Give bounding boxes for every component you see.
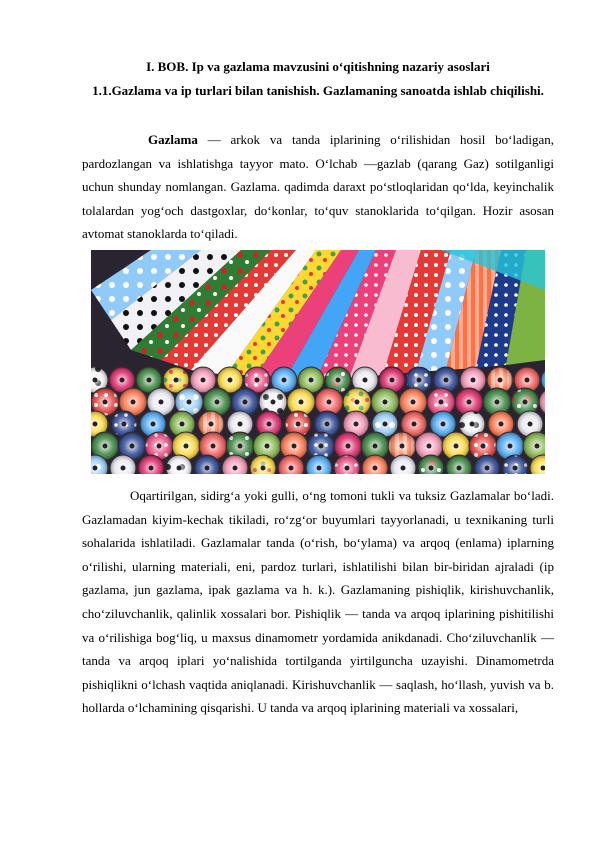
- roll-core: [429, 466, 434, 471]
- roll-core: [412, 422, 417, 427]
- roll-core: [184, 444, 189, 449]
- roll-core: [383, 400, 388, 405]
- roll-end-shade: [539, 388, 545, 416]
- roll-core: [271, 400, 276, 405]
- roll-core: [373, 466, 378, 471]
- roll-core: [354, 422, 359, 427]
- roll-core: [441, 422, 446, 427]
- roll-core: [209, 422, 214, 427]
- roll-core: [467, 400, 472, 405]
- roll-core: [151, 422, 156, 427]
- roll-core: [103, 444, 108, 449]
- roll-core: [296, 422, 301, 427]
- roll-core: [282, 378, 287, 383]
- roll-core: [457, 466, 462, 471]
- roll-core: [525, 378, 530, 383]
- roll-core: [157, 444, 162, 449]
- roll-core: [255, 378, 260, 383]
- roll-core: [383, 422, 388, 427]
- roll-core: [228, 378, 233, 383]
- roll-core: [346, 444, 351, 449]
- roll-core: [103, 400, 108, 405]
- roll-core: [93, 378, 98, 383]
- roll-core: [325, 422, 330, 427]
- roll-core: [495, 400, 500, 405]
- roll-core: [498, 378, 503, 383]
- roll-end-shade: [362, 455, 388, 474]
- roll-core: [345, 466, 350, 471]
- roll-core: [499, 422, 504, 427]
- stacked-roll-ends: [91, 367, 545, 474]
- roll-core: [261, 466, 266, 471]
- roll-core: [289, 466, 294, 471]
- paragraph-properties: Oqartirilgan, sidirg‘a yoki gulli, o‘ng tomoni tukli va tuksiz Gazlamalar bo‘ladi. Gazlamadan kiyim-kechak tikiladi, ro‘zg‘or buyumlari tayyorlanadi, u texnikaning turli sohalarida ishlatiladi. Gazlamalar tanda (o‘rish, bo‘ylama) va arqoq (enlama) iplarning o‘rilishi, ularning materiali, eni, pardoz turlari, ishlatilishi bilan bir-biridan ajraladi (ip gazlama, jun gazlama, ipak gazlama va h. k.). Gazlamaning pishiqlik, kirishuvchanlik, cho‘ziluvchanlik, qalinlik xossalari bor. Pishiqlik — tanda va arqoq iplarining pishitilishi va o‘rilishiga bog‘liq, u maxsus dinamometr yordamida anikdanadi. Cho‘ziluvchanlik — tanda va arqoq iplari yo‘nalishida tortilganda yirtilguncha uzayishi. Dinamometrda pishiqlikni o‘lchash vaqtida aniqlanadi. Kirishuvchanlik — saqlash, ho‘llash, yuvish va b. hollarda o‘lchamining qisqarishi. U tanda va arqoq iplarining materiali va xossalari,: [82, 488, 554, 716]
- roll-core: [363, 378, 368, 383]
- roll-core: [233, 466, 238, 471]
- roll-core: [471, 378, 476, 383]
- fabric-rolls-photo: [91, 250, 545, 474]
- roll-core: [201, 378, 206, 383]
- roll-core: [355, 400, 360, 405]
- roll-core: [211, 444, 216, 449]
- roll-core: [470, 422, 475, 427]
- roll-core: [121, 466, 126, 471]
- paragraph-definition: [82, 128, 554, 246]
- roll-core: [149, 466, 154, 471]
- roll-core: [336, 378, 341, 383]
- roll-core: [327, 400, 332, 405]
- roll-core: [417, 378, 422, 383]
- roll-core: [93, 422, 98, 427]
- roll-core: [205, 466, 210, 471]
- roll-core: [454, 444, 459, 449]
- roll-core: [535, 444, 540, 449]
- roll-core: [373, 444, 378, 449]
- definition-text: — arkok va tanda iplarining o‘rilishidan hosil bo‘ladigan, pardozlangan va ishlatishga tayyor mato. O‘lchab —gazlab (qarang Gaz) sotilganligi uchun shunday nomlangan. Gazlama. qadimda daraxt po‘stloqlaridan qo‘lda, keyinchalik tolalardan yog‘och dastgoxlar, do‘konlar, to‘quv stanoklarida to‘qilgan. Hozir asosan avtomat stanoklarda to‘qiladi.: [82, 132, 554, 242]
- term-gazlama: Gazlama: [148, 132, 198, 147]
- roll-core: [508, 444, 513, 449]
- roll-core: [243, 400, 248, 405]
- roll-core: [187, 400, 192, 405]
- section-title: 1.1.Gazlama va ip turlari bilan tanishish. Gazlamaning sanoatda ishlab chiqilishi.: [92, 83, 544, 98]
- roll-core: [267, 422, 272, 427]
- roll-core: [177, 466, 182, 471]
- chapter-title: I. BOB. Ip va gazlama mavzusini o‘qitishning nazariy asoslari: [146, 59, 490, 74]
- roll-core: [147, 378, 152, 383]
- roll-core: [215, 400, 220, 405]
- roll-core: [180, 422, 185, 427]
- roll-core: [130, 444, 135, 449]
- roll-core: [401, 466, 406, 471]
- roll-core: [411, 400, 416, 405]
- roll-core: [120, 378, 125, 383]
- roll-core: [131, 400, 136, 405]
- roll-core: [485, 466, 490, 471]
- roll-core: [523, 400, 528, 405]
- roll-core: [292, 444, 297, 449]
- fabric-rolls-illustration: [91, 250, 545, 474]
- roll-core: [528, 422, 533, 427]
- roll-core: [238, 444, 243, 449]
- roll-core: [513, 466, 518, 471]
- roll-core: [439, 400, 444, 405]
- roll-core: [159, 400, 164, 405]
- diagonal-rolls: [91, 250, 545, 380]
- roll-core: [481, 444, 486, 449]
- roll-core: [93, 466, 98, 471]
- roll-core: [400, 444, 405, 449]
- roll-core: [427, 444, 432, 449]
- roll-core: [444, 378, 449, 383]
- roll-core: [390, 378, 395, 383]
- roll-core: [309, 378, 314, 383]
- roll-core: [299, 400, 304, 405]
- roll-core: [317, 466, 322, 471]
- roll-core: [319, 444, 324, 449]
- roll-core: [265, 444, 270, 449]
- roll-core: [122, 422, 127, 427]
- roll-core: [174, 378, 179, 383]
- roll-core: [238, 422, 243, 427]
